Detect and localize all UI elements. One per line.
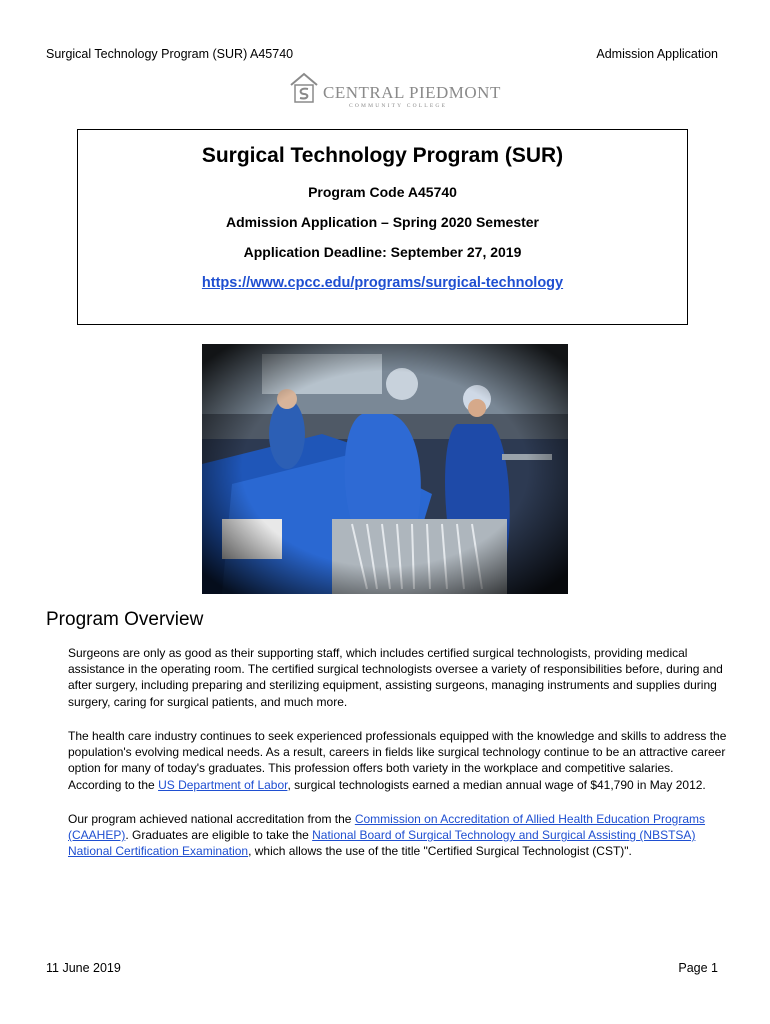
- overview-paragraph-1: Surgeons are only as good as their supporting staff, which includes certified surgical technologists, providing medical assistance in the operating room. The certified surgical technologists oversee a variety of responsibilities before, during and after surgery, including preparing and sterilizing equipment, assisting surgeons, managing instruments and supplies during surgery, caring for surgical patients, and much more.: [68, 646, 723, 709]
- paragraph-text: The health care industry continues to seek experienced professionals equipped with the knowledge and skills to address the population's evolving medical needs. As a result, careers in fields like surgical technology continue to be an attractive career option for many of today's graduates. This profession offers both variety in the workplace and competitive salaries. According to the: [68, 729, 727, 792]
- paragraph-text: , surgical technologists earned a median annual wage of $41,790 in May 2012.: [287, 777, 706, 792]
- header-doc-type: Admission Application: [596, 47, 718, 61]
- us-department-of-labor-link[interactable]: US Department of Labor: [158, 777, 288, 792]
- paragraph-text: Our program achieved national accreditation from the: [68, 812, 355, 826]
- overview-paragraph-2: [68, 728, 728, 793]
- page-number: Page 1: [678, 961, 718, 975]
- program-url-link[interactable]: https://www.cpcc.edu/programs/surgical-technology: [201, 275, 564, 291]
- program-title: Surgical Technology Program (SUR): [201, 144, 564, 167]
- overview-heading: Program Overview: [46, 609, 204, 630]
- college-logo: [289, 69, 501, 113]
- application-deadline: Application Deadline: September 27, 2019: [243, 244, 522, 260]
- header-title: Surgical Technology Program (SUR) A45740: [46, 47, 294, 61]
- application-semester: Admission Application – Spring 2020 Semester: [225, 214, 540, 230]
- program-info-box: [77, 129, 688, 325]
- overview-paragraph-3: [68, 811, 728, 860]
- caahep-link[interactable]: Commission on Accreditation of Allied Health Education Programs (CAAHEP): [68, 812, 706, 843]
- paragraph-text: . Graduates are eligible to take the: [125, 828, 313, 843]
- surgical-room-photo: [202, 344, 568, 594]
- logo-subtitle: COMMUNITY COLLEGE: [349, 103, 448, 109]
- logo-emblem-icon: [289, 71, 319, 105]
- logo-name: CENTRAL PIEDMONT: [323, 83, 501, 102]
- footer-date: 11 June 2019: [46, 961, 121, 975]
- program-code: Program Code A45740: [308, 184, 457, 200]
- nbstsa-link[interactable]: National Board of Surgical Technology and Surgical Assisting (NBSTSA) National Certification Examination: [68, 828, 696, 859]
- paragraph-text: , which allows the use of the title "Certified Surgical Technologist (CST)".: [248, 844, 632, 859]
